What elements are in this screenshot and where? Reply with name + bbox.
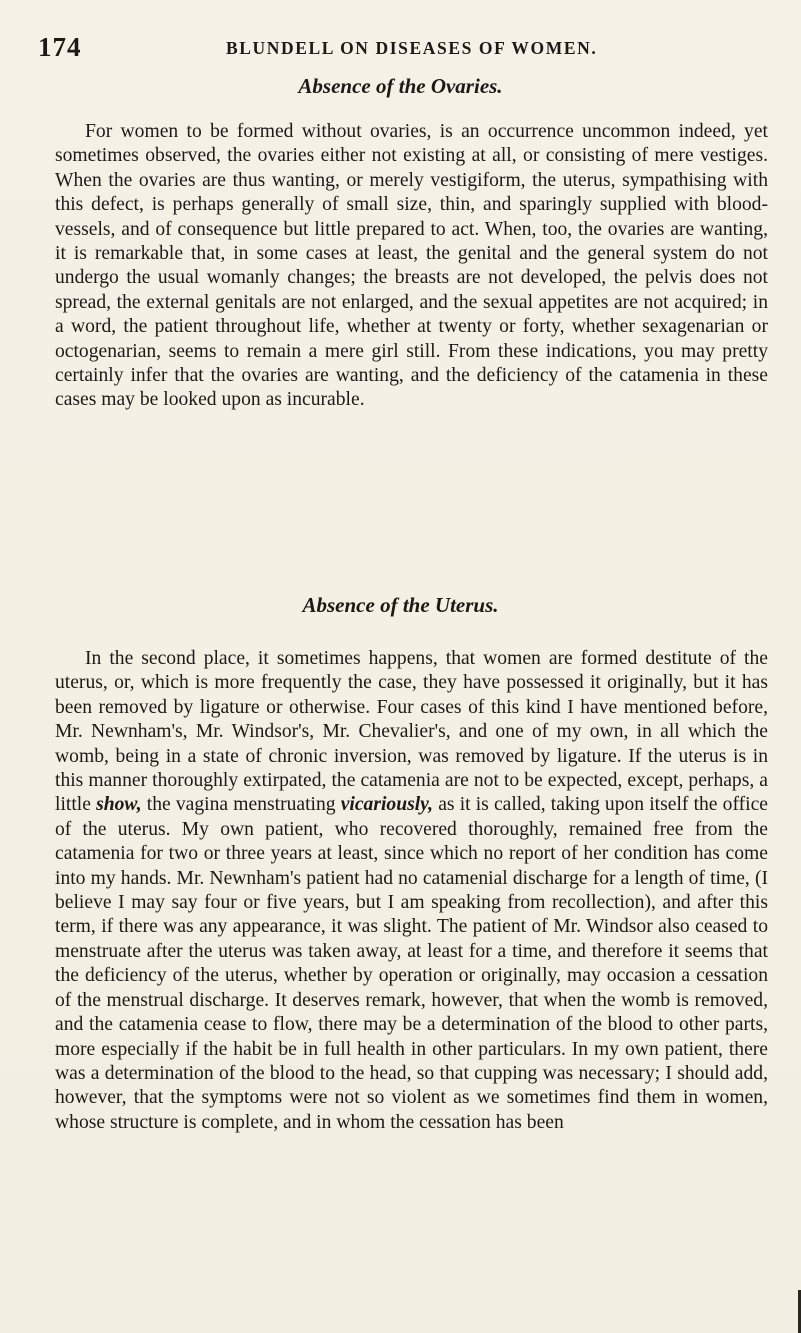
emphasis-show: show, xyxy=(96,794,142,816)
page-number: 174 xyxy=(38,32,82,62)
paragraph-ovaries-text: For women to be formed without ovaries, is an occurrence uncommon indeed, yet sometimes observed, the ovaries either not existing at all, or consisting of mere vestiges. When the ovaries are thus wanting, or merely vestigiform, the uterus, sympathising with this defect, is perhaps generally of small size, thin, and sparingly supplied with blood-vessels, and of consequence but little prepared to act. When, too, the ovaries are wanting, it is remarkable that, in some cases at least, the genital and the general system do not undergo the usual womanly changes; the breasts are not developed, the pelvis does not spread, the external genitals are not enlarged, and the sexual appetites are not acquired; in a word, the patient throughout life, whether at twenty or forty, whether sexagenarian or octogenarian, seems to remain a mere girl still. From these indications, you may pretty certainly infer that the ovaries are wanting, and the deficiency of the catamenia in these cases may be looked upon as incurable. xyxy=(55,121,768,411)
section-title-ovaries: Absence of the Ovaries. xyxy=(298,74,503,98)
paragraph-ovaries xyxy=(55,120,768,413)
section-title-uterus: Absence of the Uterus. xyxy=(302,593,499,617)
paragraph-uterus-text-1: In the second place, it sometimes happens, that women are formed destitute of the uterus, or, which is more frequently the case, they have possessed it originally, but it has been removed by ligature or otherwise. Four cases of this kind I have mentioned before, Mr. Newnham's, Mr. Windsor's, Mr. Chevalier's, and one of my own, in all which the womb, being in a state of chronic inversion, was removed by ligature. If the uterus is in this manner thoroughly extirpated, the catamenia are not to be expected, except, perhaps, a little xyxy=(55,648,768,816)
paragraph-uterus xyxy=(55,647,768,1135)
paragraph-uterus-text-3: as it is called, taking upon itself the office of the uterus. My own patient, who recovered thoroughly, remained free from the catamenia for two or three years at least, since which no report of her condition has come into my hands. Mr. Newnham's patient had no catamenial discharge for a length of time, (I believe I may say four or five years, but I am speaking from recollection), and after this term, if there was any appearance, it was slight. The patient of Mr. Windsor also ceased to menstruate after the uterus was taken away, at least for a time, and therefore it seems that the deficiency of the uterus, whether by operation or originally, may occasion a cessation of the menstrual discharge. It deserves remark, however, that when the womb is removed, and the catamenia cease to flow, there may be a determination of the blood to other parts, more especially if the habit be in full health in other particulars. In my own patient, there was a determination of the blood to the head, so that cupping was necessary; I should add, however, that the symptoms were not so violent as we sometimes find them in women, whose structure is complete, and in whom the cessation has been xyxy=(55,794,768,1133)
running-head: BLUNDELL ON DISEASES OF WOMEN. xyxy=(226,38,598,58)
page-header xyxy=(38,30,778,64)
paragraph-uterus-text-2: the vagina menstruating xyxy=(141,794,341,816)
emphasis-vicariously: vicariously, xyxy=(340,794,434,816)
